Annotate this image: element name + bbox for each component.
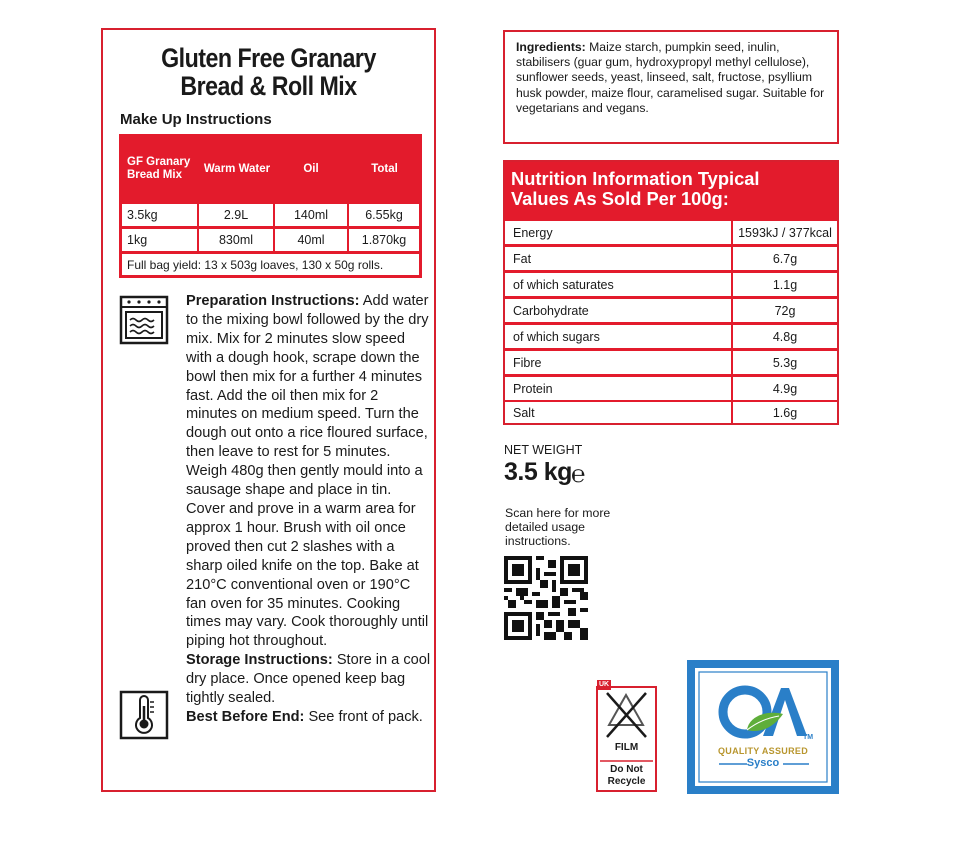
table-cell: 830ml (199, 229, 273, 251)
nutrient-label: of which sugars (505, 325, 731, 348)
nutrient-value: 1593kJ / 377kcal (733, 221, 837, 244)
quality-assured-text: QUALITY ASSURED (717, 746, 808, 756)
nutrient-label: Salt (505, 402, 731, 423)
nutrition-heading-line-2: Values As Sold Per 100g: (511, 188, 729, 209)
table-cell: 1.870kg (349, 229, 419, 251)
recycle-instruction-line-1: Do Not (610, 764, 643, 775)
nutrient-label: of which saturates (505, 273, 731, 296)
instructions-text (186, 292, 431, 727)
product-title-line-2: Bread & Roll Mix (180, 71, 357, 101)
table-cell: 2.9L (199, 204, 273, 226)
nutrient-label: Fat (505, 247, 731, 270)
oven-icon (119, 295, 169, 345)
nutrient-value: 5.3g (733, 351, 837, 374)
storage-body: Store in a cool dry place. Once opened keep bag tightly sealed. (186, 652, 431, 707)
nutrient-label: Energy (505, 221, 731, 244)
table-row (122, 229, 419, 251)
make-up-heading: Make Up Instructions (120, 111, 272, 128)
make-up-header-mix: GF Granary Bread Mix (127, 156, 191, 181)
net-weight-label: NET WEIGHT (504, 443, 583, 457)
make-up-table (119, 134, 422, 278)
table-row (505, 299, 837, 322)
nutrition-heading-line-1: Nutrition Information Typical (511, 168, 760, 189)
table-cell: 3.5kg (122, 204, 197, 226)
scan-instructions: Scan here for more detailed usage instructions. (505, 506, 611, 548)
recycle-instruction (596, 764, 657, 788)
product-title-line-1: Gluten Free Granary (161, 43, 376, 73)
bag-yield: Full bag yield: 13 x 503g loaves, 130 x 50g rolls. (122, 254, 419, 275)
nutrient-value: 4.8g (733, 325, 837, 348)
recycle-instruction-line-2: Recycle (607, 776, 646, 787)
table-row (505, 247, 837, 270)
nutrient-value: 4.9g (733, 377, 837, 400)
table-row (505, 351, 837, 374)
table-row (505, 221, 837, 244)
preparation-heading: Preparation Instructions: (186, 293, 360, 309)
recycle-region: UK (598, 681, 610, 688)
make-up-header-oil: Oil (303, 162, 319, 175)
qr-code[interactable] (504, 556, 588, 640)
thermometer-icon (119, 690, 169, 740)
recycle-material: FILM (614, 742, 639, 753)
trademark-mark: TM (803, 734, 814, 741)
table-cell: 6.55kg (349, 204, 419, 226)
table-row (505, 402, 837, 423)
estimated-sign: ℮ (571, 460, 586, 488)
nutrient-label: Carbohydrate (505, 299, 731, 322)
nutrient-label: Protein (505, 377, 731, 400)
nutrient-value: 1.1g (733, 273, 837, 296)
make-up-header-water: Warm Water (203, 162, 271, 175)
nutrition-table (503, 160, 839, 425)
nutrient-value: 72g (733, 299, 837, 322)
best-before-heading: Best Before End: (186, 708, 305, 725)
table-row (505, 273, 837, 296)
nutrition-heading (505, 162, 837, 218)
best-before-body: See front of pack. (308, 708, 423, 725)
preparation-body: Add water to the mixing bowl followed by the dry mix. Mix for 2 minutes slow speed with a dough hook, scrape down the bowl then mix for a further 4 minutes fast. Add the oil then mix for 2 minutes on medium speed. Turn the dough out onto a rice floured surface, then leave to rest for 5 minutes. Weigh 480g then gently mould into a sausage shape and place in tin. Cover and prove in a warm area for approx 1 hour. Brush with oil once proved then cut 2 slashes with a sharp oiled knife on the top. Bake at 210°C conventional oven or 190°C fan oven for 35 minutes. Cooking times may vary. Cook thoroughly until piping hot throughout. (186, 293, 429, 650)
ingredients-text: Maize starch, pumpkin seed, inulin, stabilisers (guar gum, hydroxypropyl methyl cellulose), sunflower seeds, yeast, linseed, salt, fructose, psyllium husk powder, maize flour, caramelised sugar. Suitable for vegetarians and vegans. (516, 40, 825, 115)
storage-heading: Storage Instructions: (186, 652, 333, 669)
product-title (126, 44, 411, 100)
make-up-header-total: Total (371, 162, 398, 175)
make-up-panel (101, 28, 436, 792)
table-cell: 1kg (122, 229, 197, 251)
table-cell: 40ml (275, 229, 347, 251)
nutrient-value: 6.7g (733, 247, 837, 270)
nutrient-label: Fibre (505, 351, 731, 374)
table-cell: 140ml (275, 204, 347, 226)
net-weight-value: 3.5 kg (504, 458, 572, 486)
nutrient-value: 1.6g (733, 402, 837, 423)
recycling-label (596, 679, 657, 792)
table-row (505, 325, 837, 348)
sysco-brand: Sysco (746, 757, 780, 769)
ingredients-box (503, 30, 839, 144)
table-row (505, 377, 837, 400)
quality-assured-logo (687, 660, 839, 794)
table-row (122, 204, 419, 226)
ingredients-heading: Ingredients: (516, 40, 586, 54)
